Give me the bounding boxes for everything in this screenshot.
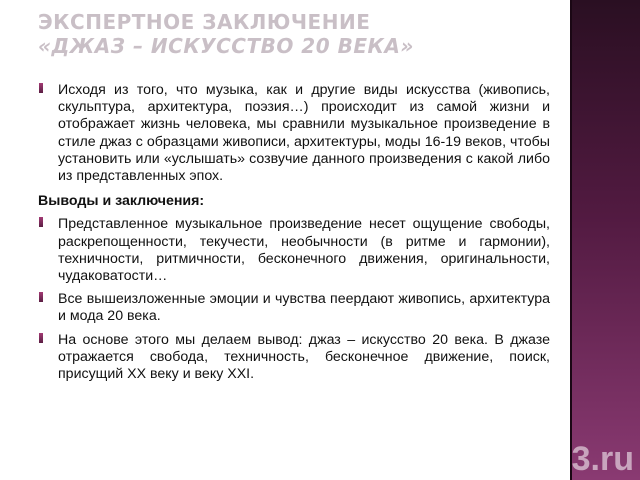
bullet-marker-icon [39,333,43,343]
conclusion-text: Представленное музыкальное произведение несет ощущение свободы, раскрепощенности, текучести, необычности (в ритме и гармонии), техничности, ритмичности, бесконечного движения, оригинальности, чудаковатости… [58,216,550,285]
slide-content [38,82,550,389]
bullet-marker-icon [39,217,43,227]
intro-paragraph: Исходя из того, что музыка, как и другие виды искусства (живопись, скульптура, архитектура, поэзия…) происходит из самой жизни и отображает жизнь человека, мы сравнили музыкальное произведение в стиле джаз с образцами живописи, архитектуры, моды 16-19 веков, чтобы установить или «услышать» созвучие данного произведения с какой либо из представленных эпох. [58,82,550,185]
bullet-item-conclusion-2 [38,291,550,325]
conclusion-text: Все вышеизложенные эмоции и чувства пеердают живопись, архитектура и мода 20 века. [58,291,550,325]
bullet-item-conclusion-3 [38,332,550,384]
bullet-marker-icon [39,292,43,302]
site-watermark: 3.ru [571,440,634,478]
title-line-1: ЭКСПЕРТНОЕ ЗАКЛЮЧЕНИЕ [38,10,371,34]
conclusion-text: На основе этого мы делаем вывод: джаз – искусство 20 века. В джазе отражается свобода, техничность, бесконечное движение, поиск, присущий XX веку и веку XXI. [58,331,550,383]
bullet-item-conclusion-1 [38,216,550,285]
sidebar-edge [570,0,572,480]
slide-title [38,10,558,58]
title-line-2: «ДЖАЗ – ИСКУССТВО 20 ВЕКА» [38,34,414,58]
conclusions-heading: Выводы и заключения: [38,193,205,210]
bullet-marker-icon [39,83,43,93]
decorative-sidebar [570,0,640,480]
bullet-item-intro [38,82,550,185]
